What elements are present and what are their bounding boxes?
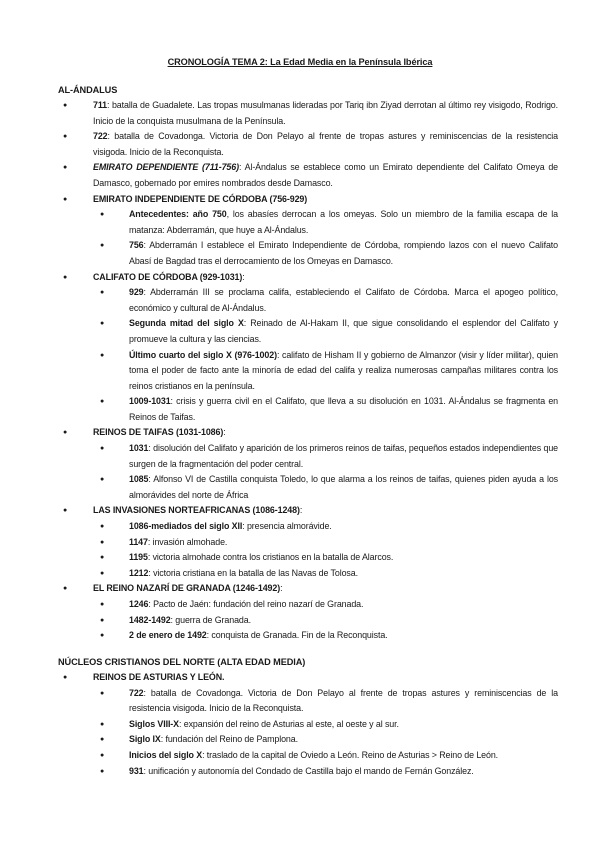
list-item: ● Antecedentes: año 750, los abasíes derrocan a los omeyas. Solo un miembro de la familia escapa de la matanza: Abderramán, que huye a Al-Ándalus. (129, 207, 558, 238)
list-item: ● 722: batalla de Covadonga. Victoria de Don Pelayo al frente de tropas astures y reminiscencias de la resistencia visigoda. Inicio de la Reconquista. (93, 129, 558, 160)
list-item: ● 1086-mediados del siglo XII: presencia almorávide. (129, 519, 558, 535)
al-andalus-list (93, 98, 558, 644)
list-item: ● 756: Abderramán I establece el Emirato Independiente de Córdoba, rompiendo lazos con el nuevo Califato Abasí de Bagdad tras el derrocamiento de los Omeyas en Damasco. (129, 238, 558, 269)
sub-list (129, 441, 558, 503)
list-item: ● 931: unificación y autonomía del Condado de Castilla bajo el mando de Fernán González. (129, 764, 558, 780)
list-item: ● EL REINO NAZARÍ DE GRANADA (1246-1492): ● 1246: Pacto de Jaén: fundación del reino nazarí de Granada. ● 1482-1492: guerra de Granada. ● 2 de enero de 1492: conquista de Granada. Fin de la Reconquista. (93, 581, 558, 643)
list-item: ● 1031: disolución del Califato y aparición de los primeros reinos de taifas, pequeños estados independientes que surgen de la fragmentación del poder central. (129, 441, 558, 472)
list-item: ● 722: batalla de Covadonga. Victoria de Don Pelayo al frente de tropas astures y reminiscencias de la resistencia visigoda. Inicio de la Reconquista. (129, 686, 558, 717)
list-item: ● 1195: victoria almohade contra los cristianos en la batalla de Alarcos. (129, 550, 558, 566)
list-item: ● 2 de enero de 1492: conquista de Granada. Fin de la Reconquista. (129, 628, 558, 644)
list-item: ● Inicios del siglo X: traslado de la capital de Oviedo a León. Reino de Asturias > Reino de León. (129, 748, 558, 764)
sub-list (129, 207, 558, 269)
list-item: ● REINOS DE ASTURIAS Y LEÓN. ● 722: batalla de Covadonga. Victoria de Don Pelayo al frente de tropas astures y reminiscencias de la resistencia visigoda. Inicio de la Reconquista. ● Siglos VIII-X: expansión del reino de Asturias al este, al oeste y al sur. ● Siglo IX: fundación del Reino de Pamplona. ● Inicios del siglo X: traslado de la capital de Oviedo a León. Reino de Asturias > Reino de León. ● 931: unificación y autonomía del Condado de Castilla bajo el mando de Fernán González. (93, 670, 558, 779)
list-item: ● 711: batalla de Guadalete. Las tropas musulmanas lideradas por Tariq ibn Ziyad derrotan al último rey visigodo, Rodrigo. Inicio de la conquista musulmana de la Península. (93, 98, 558, 129)
sub-list (129, 686, 558, 780)
sub-list (129, 597, 558, 644)
list-item: ● Segunda mitad del siglo X: Reinado de Al-Hakam II, que sigue consolidando el esplendor del Califato y promueve la cultura y las ciencias. (129, 316, 558, 347)
list-item: ● Último cuarto del siglo X (976-1002): califato de Hisham II y gobierno de Almanzor (visir y líder militar), quien toma el poder de facto ante la minoría de edad del califa y realiza numerosas campañas militares contra los reinos cristianos en la península. (129, 348, 558, 395)
list-item: ● 1246: Pacto de Jaén: fundación del reino nazarí de Granada. (129, 597, 558, 613)
list-item: ● Siglo IX: fundación del Reino de Pamplona. (129, 732, 558, 748)
list-item: ● 1009-1031: crisis y guerra civil en el Califato, que lleva a su disolución en 1031. Al-Ándalus se fragmenta en Reinos de Taifas. (129, 394, 558, 425)
list-item: ● Siglos VIII-X: expansión del reino de Asturias al este, al oeste y al sur. (129, 717, 558, 733)
list-item: ● REINOS DE TAIFAS (1031-1086): ● 1031: disolución del Califato y aparición de los primeros reinos de taifas, pequeños estados independientes que surgen de la fragmentación del poder central. ● 1085: Alfonso VI de Castilla conquista Toledo, lo que alarma a los reinos de taifas, quienes piden ayuda a los almorávides del norte de África (93, 425, 558, 503)
list-item: ● EMIRATO DEPENDIENTE (711-756): Al-Ándalus se establece como un Emirato dependiente del Califato Omeya de Damasco, gobernado por emires nombrados desde Damasco. (93, 160, 558, 191)
sub-list (129, 519, 558, 581)
list-item: ● 1212: victoria cristiana en la batalla de las Navas de Tolosa. (129, 566, 558, 582)
list-item: ● 1482-1492: guerra de Granada. (129, 613, 558, 629)
list-item: ● 929: Abderramán III se proclama califa, estableciendo el Califato de Córdoba. Marca el apogeo político, económico y cultural de Al-Ándalus. (129, 285, 558, 316)
sub-list (129, 285, 558, 425)
list-item: ● CALIFATO DE CÓRDOBA (929-1031): ● 929: Abderramán III se proclama califa, estableciendo el Califato de Córdoba. Marca el apogeo político, económico y cultural de Al-Ándalus. ● Segunda mitad del siglo X: Reinado de Al-Hakam II, que sigue consolidando el esplendor del Califato y promueve la cultura y las ciencias. ● Último cuarto del siglo X (976-1002): califato de Hisham II y gobierno de Almanzor (visir y líder militar), quien toma el poder de facto ante la minoría de edad del califa y realiza numerosas campañas militares contra los reinos cristianos en la península. ● 1009-1031: crisis y guerra civil en el Califato, que lleva a su disolución en 1031. Al-Ándalus se fragmenta en Reinos de Taifas. (93, 270, 558, 426)
section-heading-al-andalus: AL-ÁNDALUS (58, 85, 118, 95)
list-item: ● EMIRATO INDEPENDIENTE DE CÓRDOBA (756-929) ● Antecedentes: año 750, los abasíes derrocan a los omeyas. Solo un miembro de la familia escapa de la matanza: Abderramán, que huye a Al-Ándalus. ● 756: Abderramán I establece el Emirato Independiente de Córdoba, rompiendo lazos con el nuevo Califato Abasí de Bagdad tras el derrocamiento de los Omeyas en Damasco. (93, 192, 558, 270)
section-heading-nucleos-cristianos: NÚCLEOS CRISTIANOS DEL NORTE (ALTA EDAD MEDIA) (58, 657, 306, 667)
list-item: ● LAS INVASIONES NORTEAFRICANAS (1086-1248): ● 1086-mediados del siglo XII: presencia almorávide. ● 1147: invasión almohade. ● 1195: victoria almohade contra los cristianos en la batalla de Alarcos. ● 1212: victoria cristiana en la batalla de las Navas de Tolosa. (93, 503, 558, 581)
nucleos-cristianos-list (93, 670, 558, 779)
list-item: ● 1147: invasión almohade. (129, 535, 558, 551)
page-title: CRONOLOGÍA TEMA 2: La Edad Media en la Península Ibérica (167, 57, 433, 67)
list-item: ● 1085: Alfonso VI de Castilla conquista Toledo, lo que alarma a los reinos de taifas, quienes piden ayuda a los almorávides del norte de África (129, 472, 558, 503)
